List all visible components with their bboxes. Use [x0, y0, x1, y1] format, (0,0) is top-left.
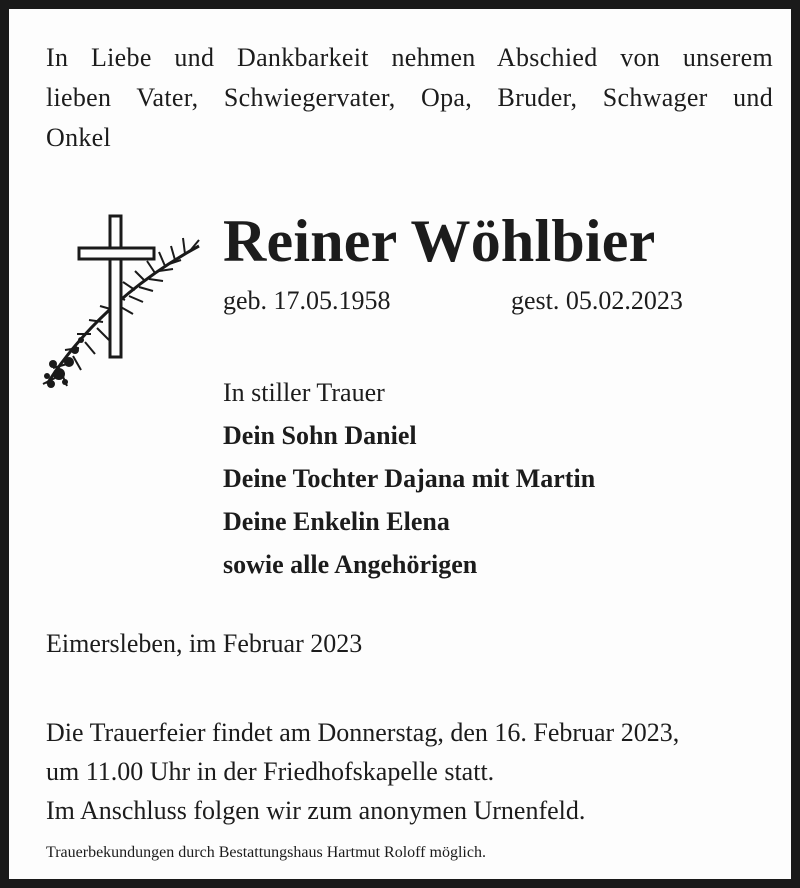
- cross-with-palm-branch-icon: [39, 214, 209, 394]
- mourner-name: Dein Sohn Daniel: [223, 421, 417, 450]
- mourners-block: [223, 371, 595, 586]
- intro-line: Onkel: [46, 123, 112, 152]
- mourner-name: Deine Tochter Dajana mit Martin: [223, 464, 596, 493]
- service-info: [46, 713, 781, 830]
- mourner-name: Deine Enkelin Elena: [223, 507, 450, 536]
- deceased-name: Reiner Wöhlbier: [223, 208, 656, 274]
- mourner-name: sowie alle Angehörigen: [223, 550, 478, 579]
- service-line: Im Anschluss folgen wir zum anonymen Urnenfeld.: [46, 796, 586, 825]
- death-date: gest. 05.02.2023: [511, 286, 683, 315]
- footer-note: Trauerbekundungen durch Bestattungshaus Hartmut Roloff möglich.: [46, 844, 486, 861]
- intro-line: lieben Vater, Schwiegervater, Opa, Bruder, Schwager und: [46, 83, 773, 112]
- birth-date: geb. 17.05.1958: [223, 286, 391, 315]
- service-line: um 11.00 Uhr in der Friedhofskapelle statt.: [46, 757, 495, 786]
- place-and-date: Eimersleben, im Februar 2023: [46, 629, 363, 658]
- intro-text: [46, 38, 773, 158]
- mourners-heading: In stiller Trauer: [223, 378, 385, 407]
- service-line: Die Trauerfeier findet am Donnerstag, den 16. Februar 2023,: [46, 718, 680, 747]
- intro-line: In Liebe und Dankbarkeit nehmen Abschied von unserem: [46, 43, 773, 72]
